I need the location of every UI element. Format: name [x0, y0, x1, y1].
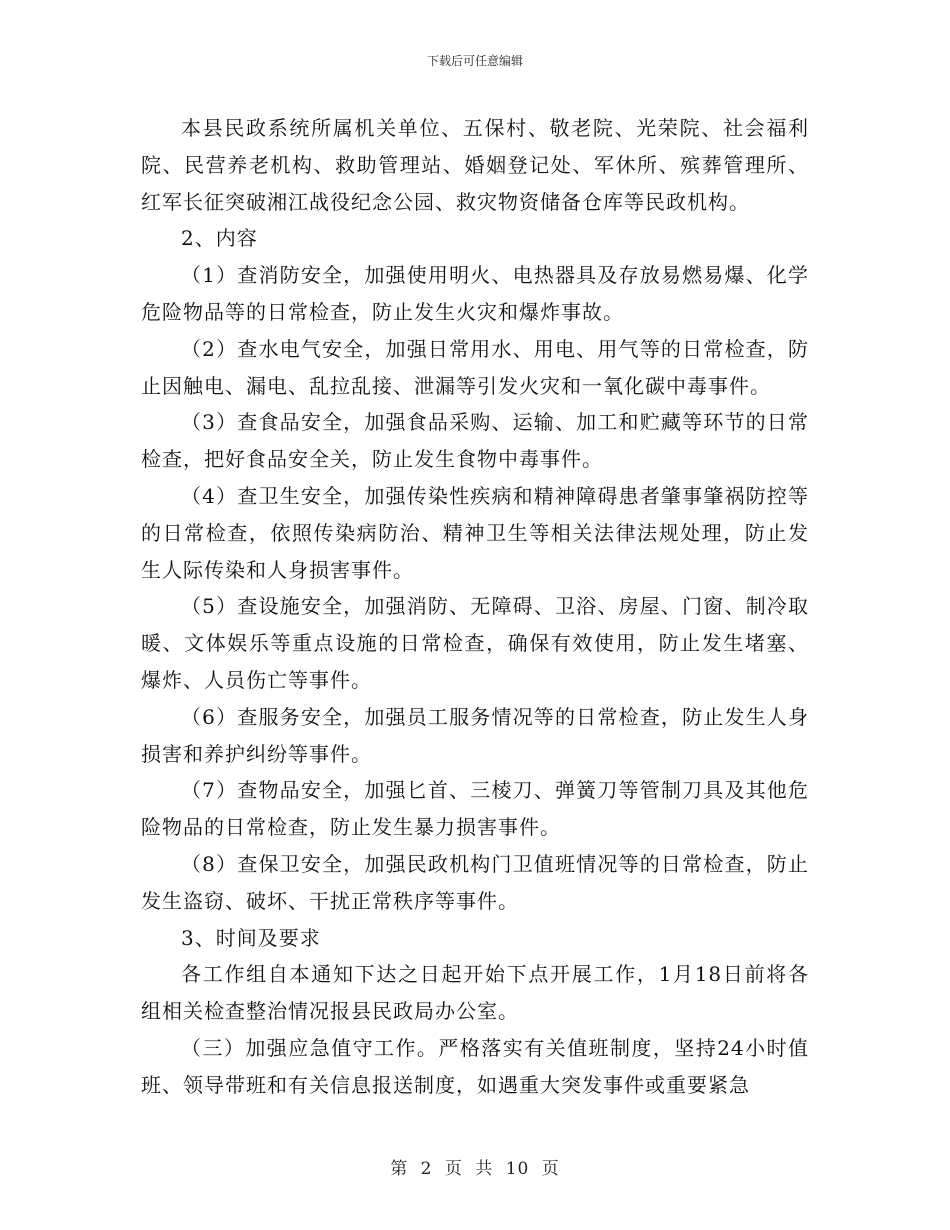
footer-current-page: 2 — [420, 1159, 433, 1179]
footer-total-pages: 10 — [505, 1159, 530, 1179]
section-heading-content: 2、内容 — [181, 226, 258, 251]
footer-total-word: 共 — [475, 1159, 494, 1179]
footer-prefix: 第 — [390, 1159, 409, 1179]
paragraph-item-5: （5）查设施安全，加强消防、无障碍、卫浴、房屋、门窗、制冷取暖、文体娱乐等重点设施的日常检查，确保有效使用，防止发生堵塞、爆炸、人员伤亡等事件。 — [141, 594, 809, 692]
footer-page-word: 页 — [444, 1159, 463, 1179]
paragraph-item-8: （8）查保卫安全，加强民政机构门卫值班情况等的日常检查，防止发生盗窃、破坏、干扰正常秩序等事件。 — [141, 851, 809, 913]
paragraph-item-6: （6）查服务安全，加强员工服务情况等的日常检查，防止发生人身损害和养护纠纷等事件。 — [141, 704, 809, 766]
page-footer — [0, 1154, 950, 1179]
paragraph-emergency-duty: （三）加强应急值守工作。严格落实有关值班制度，坚持24小时值班、领导带班和有关信息报送制度，如遇重大突发事件或重要紧急 — [141, 1035, 809, 1097]
page-header-note: 下载后可任意编辑 — [426, 54, 523, 68]
paragraph-item-4: （4）查卫生安全，加强传染性疾病和精神障碍患者肇事肇祸防控等的日常检查，依照传染病防治、精神卫生等相关法律法规处理，防止发生人际传染和人身损害事件。 — [141, 483, 809, 582]
paragraph-scope: 本县民政系统所属机关单位、五保村、敬老院、光荣院、社会福利院、民营养老机构、救助管理站、婚姻登记处、军休所、殡葬管理所、红军长征突破湘江战役纪念公园、救灾物资储备仓库等民政机构。 — [141, 116, 809, 214]
document-body — [141, 110, 809, 1104]
paragraph-item-3: （3）查食品安全，加强食品采购、运输、加工和贮藏等环节的日常检查，把好食品安全关，防止发生食物中毒事件。 — [141, 410, 809, 472]
paragraph-item-1: （1）查消防安全，加强使用明火、电热器具及存放易燃易爆、化学危险物品等的日常检查，防止发生火灾和爆炸事故。 — [141, 263, 809, 324]
paragraph-item-2: （2）查水电气安全，加强日常用水、用电、用气等的日常检查，防止因触电、漏电、乱拉乱接、泄漏等引发火灾和一氧化碳中毒事件。 — [141, 336, 809, 398]
footer-suffix: 页 — [541, 1159, 560, 1179]
paragraph-time-requirements: 各工作组自本通知下达之日起开始下点开展工作，1月18日前将各组相关检查整治情况报县民政局办公室。 — [141, 962, 809, 1024]
section-heading-time: 3、时间及要求 — [181, 925, 321, 950]
paragraph-item-7: （7）查物品安全，加强匕首、三棱刀、弹簧刀等管制刀具及其他危险物品的日常检查，防止发生暴力损害事件。 — [141, 778, 809, 840]
